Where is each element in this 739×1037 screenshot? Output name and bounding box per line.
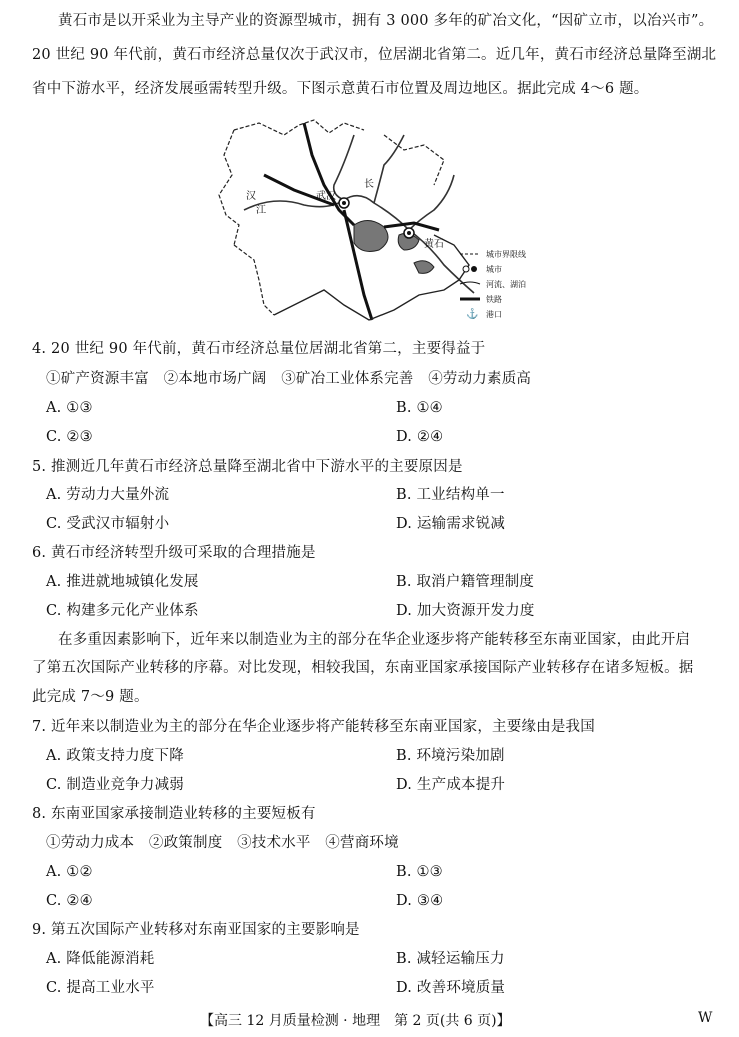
q8-option-a: A. ①② xyxy=(46,864,93,880)
q7-option-b: B. 环境污染加剧 xyxy=(396,748,505,764)
q7-option-a: A. 政策支持力度下降 xyxy=(46,748,184,764)
map-label-jiang: 江 xyxy=(256,205,266,216)
legend-port-label: 港口 xyxy=(486,310,502,319)
q8-option-c: C. ②④ xyxy=(46,893,93,909)
intro2-line-1: 在多重因素影响下，近年来以制造业为主的部分在华企业逐步将产能转移至东南亚国家，由此开启 xyxy=(58,632,691,648)
map-label-huangshi: 黄石 xyxy=(424,239,444,250)
legend-railway-label: 铁路 xyxy=(486,295,502,304)
q9-option-b: B. 减轻运输压力 xyxy=(396,951,505,967)
q6-option-c: C. 构建多元化产业体系 xyxy=(46,603,199,619)
q6-option-d: D. 加大资源开发力度 xyxy=(396,603,535,619)
q4-option-c: C. ②③ xyxy=(46,429,93,445)
q8-option-d: D. ③④ xyxy=(396,893,444,909)
legend-boundary-label: 城市界限线 xyxy=(486,250,526,259)
q9-option-a: A. 降低能源消耗 xyxy=(46,951,155,967)
intro1-line-2: 20 世纪 90 年代前，黄石市经济总量仅次于武汉市，位居湖北省第二。近几年，黄石市经济总量降至湖北 xyxy=(32,47,717,63)
map-legend xyxy=(460,249,526,320)
intro1-line-1: 黄石市是以开采业为主导产业的资源型城市，拥有 3 000 多年的矿冶文化，“因矿立市，以冶兴市”。 xyxy=(58,13,714,29)
q7-stem: 7. 近年来以制造业为主的部分在华企业逐步将产能转移至东南亚国家，主要缘由是我国 xyxy=(32,719,595,735)
q5-option-c: C. 受武汉市辐射小 xyxy=(46,516,170,532)
q4-option-b: B. ①④ xyxy=(396,400,443,416)
q5-option-a: A. 劳动力大量外流 xyxy=(46,487,170,503)
legend-port-icon: ⚓ xyxy=(466,309,479,320)
page-footer-code: W xyxy=(698,1010,713,1026)
legend-city-label: 城市 xyxy=(486,265,502,274)
map-figure xyxy=(204,115,534,325)
page-footer: 【高三 12 月质量检测 · 地理 第 2 页(共 6 页)】 xyxy=(200,1013,511,1029)
q4-items: ①矿产资源丰富 ②本地市场广阔 ③矿冶工业体系完善 ④劳动力素质高 xyxy=(46,371,532,387)
q7-option-d: D. 生产成本提升 xyxy=(396,777,506,793)
q6-option-a: A. 推进就地城镇化发展 xyxy=(46,574,199,590)
map-label-wuhan: 武汉 xyxy=(316,191,336,202)
q9-stem: 9. 第五次国际产业转移对东南亚国家的主要影响是 xyxy=(32,922,360,938)
city-boundary-lines xyxy=(219,120,444,315)
q5-option-b: B. 工业结构单一 xyxy=(396,487,505,503)
q7-option-c: C. 制造业竞争力减弱 xyxy=(46,777,184,793)
intro2-line-3: 此完成 7～9 题。 xyxy=(32,689,149,705)
q8-option-b: B. ①③ xyxy=(396,864,443,880)
q6-stem: 6. 黄石市经济转型升级可采取的合理措施是 xyxy=(32,545,316,561)
q8-items: ①劳动力成本 ②政策制度 ③技术水平 ④营商环境 xyxy=(46,835,399,851)
legend-river-label: 河流、湖泊 xyxy=(486,280,526,289)
railways xyxy=(264,123,439,320)
q4-option-d: D. ②④ xyxy=(396,429,444,445)
q8-stem: 8. 东南亚国家承接制造业转移的主要短板有 xyxy=(32,806,316,822)
map-label-han: 汉 xyxy=(246,191,256,202)
q6-option-b: B. 取消户籍管理制度 xyxy=(396,574,535,590)
lakes xyxy=(354,220,434,273)
q9-option-c: C. 提高工业水平 xyxy=(46,980,155,996)
intro2-line-2: 了第五次国际产业转移的序幕。对比发现，相较我国，东南亚国家承接国际产业转移存在诸多短板。据 xyxy=(32,660,694,676)
q5-option-d: D. 运输需求锐减 xyxy=(396,516,506,532)
q9-option-d: D. 改善环境质量 xyxy=(396,980,506,996)
q5-stem: 5. 推测近几年黄石市经济总量降至湖北省中下游水平的主要原因是 xyxy=(32,459,463,475)
q4-option-a: A. ①③ xyxy=(46,400,93,416)
intro1-line-3: 省中下游水平，经济发展亟需转型升级。下图示意黄石市位置及周边地区。据此完成 4～6 题。 xyxy=(32,81,649,97)
map-label-river: 长 xyxy=(364,179,374,190)
q4-stem: 4. 20 世纪 90 年代前，黄石市经济总量位居湖北省第二，主要得益于 xyxy=(32,341,486,357)
